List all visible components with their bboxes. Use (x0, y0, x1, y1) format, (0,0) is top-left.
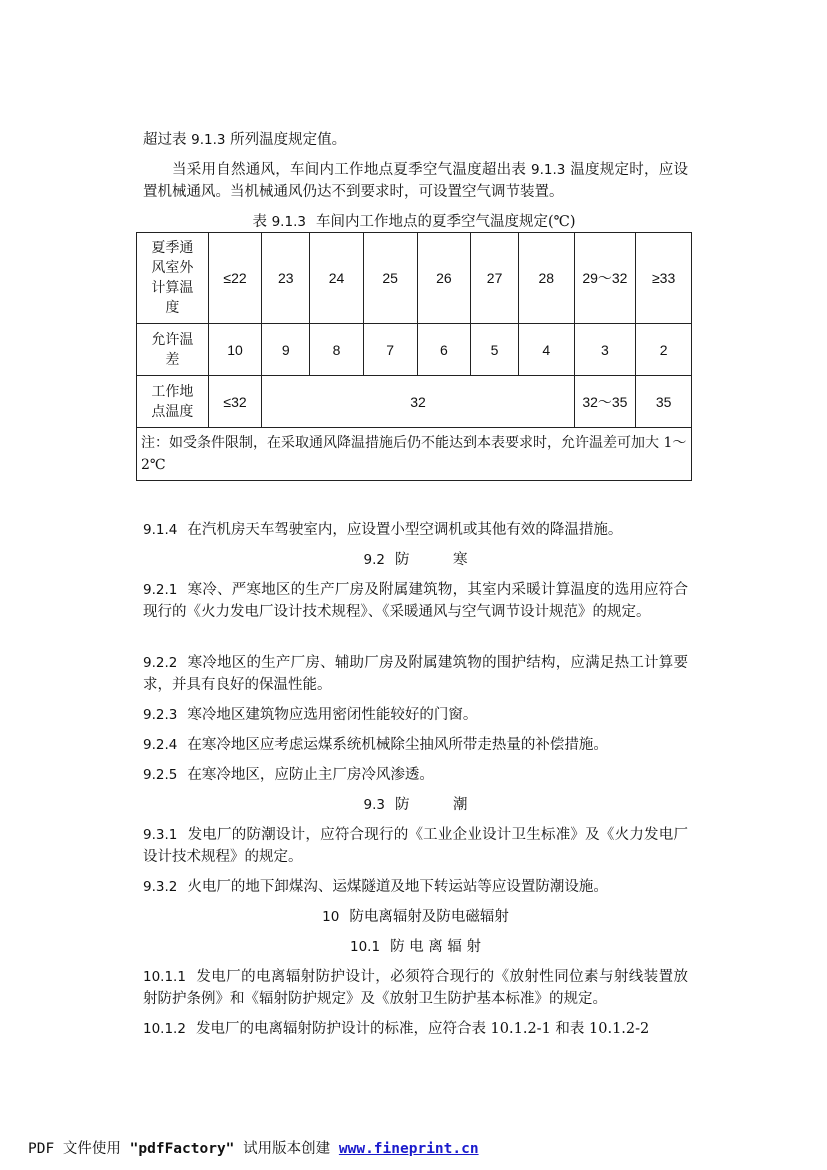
row-label: 夏季通风室外计算温度 (137, 233, 209, 324)
table-cell: 7 (363, 324, 417, 376)
table-row (137, 233, 692, 324)
table-cell: 4 (518, 324, 574, 376)
paragraph-text: 当采用自然通风，车间内工作地点夏季空气温度超出表 (172, 162, 531, 178)
table-note-row (137, 428, 692, 481)
table-cell: 9 (262, 324, 310, 376)
clause-text: 火电厂的地下卸煤沟、运煤隧道及地下转运站等应设置防潮设施。 (187, 879, 608, 895)
table-cell: ≤22 (208, 233, 262, 324)
table-caption (136, 210, 692, 231)
clause-9-2-2 (143, 652, 688, 696)
clause-number: 9.3.1 (143, 827, 178, 843)
clause-text: 寒冷地区的生产厂房、辅助厂房及附属建筑物的围护结构，应满足热工计算要求，并具有良好的保温性能。 (143, 655, 688, 693)
row-label: 工作地点温度 (137, 376, 209, 428)
clause-number: 9.1.4 (143, 522, 178, 538)
chapter-heading-10 (143, 906, 688, 928)
section-heading-9-3 (143, 794, 688, 816)
clause-9-2-1 (143, 579, 688, 623)
paragraph-continuation (143, 129, 688, 151)
clause-text: 发电厂的防潮设计，应符合现行的《工业企业设计卫生标准》及《火力发电厂设计技术规程》的规定。 (143, 827, 688, 865)
paragraph-ventilation (143, 159, 688, 203)
clause-text: 发电厂的电离辐射防护设计，必须符合现行的《放射性同位素与射线装置放射防护条例》和《辐射防护规定》及《放射卫生防护基本标准》的规定。 (143, 969, 688, 1007)
row-label: 允许温差 (137, 324, 209, 376)
table-cell: 29～32 (574, 233, 636, 324)
paragraph-text: 超过表 (143, 132, 192, 148)
table-cell: 26 (417, 233, 471, 324)
clause-9-2-3 (143, 704, 688, 726)
clause-number: 9.2.5 (143, 767, 178, 783)
caption-title: 车间内工作地点的夏季空气温度规定(℃) (315, 214, 576, 230)
clause-10-1-1 (143, 966, 688, 1010)
chapter-number: 10 (322, 909, 340, 925)
caption-number: 9.1.3 (271, 214, 306, 230)
section-number: 9.2 (363, 552, 385, 568)
table-cell: 25 (363, 233, 417, 324)
clause-number: 9.3.2 (143, 879, 178, 895)
table-cell: 3 (574, 324, 636, 376)
table-cell: 10 (208, 324, 262, 376)
clause-9-2-4 (143, 734, 688, 756)
table-cell: ≤32 (208, 376, 262, 428)
table-cell: 2 (636, 324, 692, 376)
table-ref: 9.1.3 (191, 132, 226, 148)
table-cell: 27 (471, 233, 519, 324)
section-title: 防 电 离 辐 射 (390, 939, 481, 955)
clause-text: 在寒冷地区应考虑运煤系统机械除尘抽风所带走热量的补偿措施。 (187, 737, 608, 753)
table-cell-merged: 32 (262, 376, 574, 428)
temperature-table (136, 232, 692, 481)
clause-number: 9.2.3 (143, 707, 178, 723)
footer-text: PDF 文件使用 (28, 1141, 130, 1157)
table-cell: 6 (417, 324, 471, 376)
pdf-footer (28, 1137, 479, 1158)
chapter-title: 防电离辐射及防电磁辐射 (349, 909, 509, 925)
footer-link[interactable]: www.fineprint.cn (338, 1141, 479, 1157)
clause-number: 10.1.1 (143, 969, 186, 985)
table-cell: 24 (310, 233, 364, 324)
paragraph-text: 所列温度规定值。 (225, 132, 347, 148)
section-title: 防 潮 (394, 797, 468, 813)
clause-number: 10.1.2 (143, 1021, 186, 1037)
caption-prefix: 表 (252, 214, 267, 230)
clause-text: 寒冷地区建筑物应选用密闭性能较好的门窗。 (187, 707, 478, 723)
paragraph-text: 温度规定时，应设置机械通风。当机械通风仍达不到要求时，可设置空气调节装置。 (143, 162, 689, 200)
clause-text: 在寒冷地区，应防止主厂房冷风渗透。 (187, 767, 434, 783)
clause-9-1-4 (143, 519, 688, 541)
table-cell: 5 (471, 324, 519, 376)
table-cell: 28 (518, 233, 574, 324)
table-ref: 9.1.3 (531, 162, 566, 178)
clause-number: 9.2.4 (143, 737, 178, 753)
clause-number: 9.2.2 (143, 655, 178, 671)
section-title: 防 寒 (394, 552, 468, 568)
footer-product: "pdfFactory" (129, 1141, 235, 1157)
table-cell: 32～35 (574, 376, 636, 428)
table-cell: 35 (636, 376, 692, 428)
table-row (137, 324, 692, 376)
footer-text: 试用版本创建 (234, 1141, 339, 1157)
table-note: 注：如受条件限制，在采取通风降温措施后仍不能达到本表要求时，允许温差可加大 1～2℃ (137, 428, 692, 481)
table-cell: 23 (262, 233, 310, 324)
table-row (137, 376, 692, 428)
clause-10-1-2 (143, 1018, 688, 1040)
table-cell: 8 (310, 324, 364, 376)
clause-9-3-2 (143, 876, 688, 898)
clause-text: 在汽机房天车驾驶室内，应设置小型空调机或其他有效的降温措施。 (187, 522, 623, 538)
section-heading-9-2 (143, 549, 688, 571)
section-number: 10.1 (350, 939, 381, 955)
section-heading-10-1 (143, 936, 688, 958)
clause-number: 9.2.1 (143, 582, 178, 598)
clause-9-2-5 (143, 764, 688, 786)
table-cell: ≥33 (636, 233, 692, 324)
clause-text: 寒冷、严寒地区的生产厂房及附属建筑物，其室内采暖计算温度的选用应符合现行的《火力发电厂设计技术规程》、《采暖通风与空气调节设计规范》的规定。 (143, 582, 688, 620)
section-number: 9.3 (363, 797, 385, 813)
clause-text: 发电厂的电离辐射防护设计的标准，应符合表 10.1.2-1 和表 10.1.2-2 (195, 1021, 650, 1037)
clause-9-3-1 (143, 824, 688, 868)
